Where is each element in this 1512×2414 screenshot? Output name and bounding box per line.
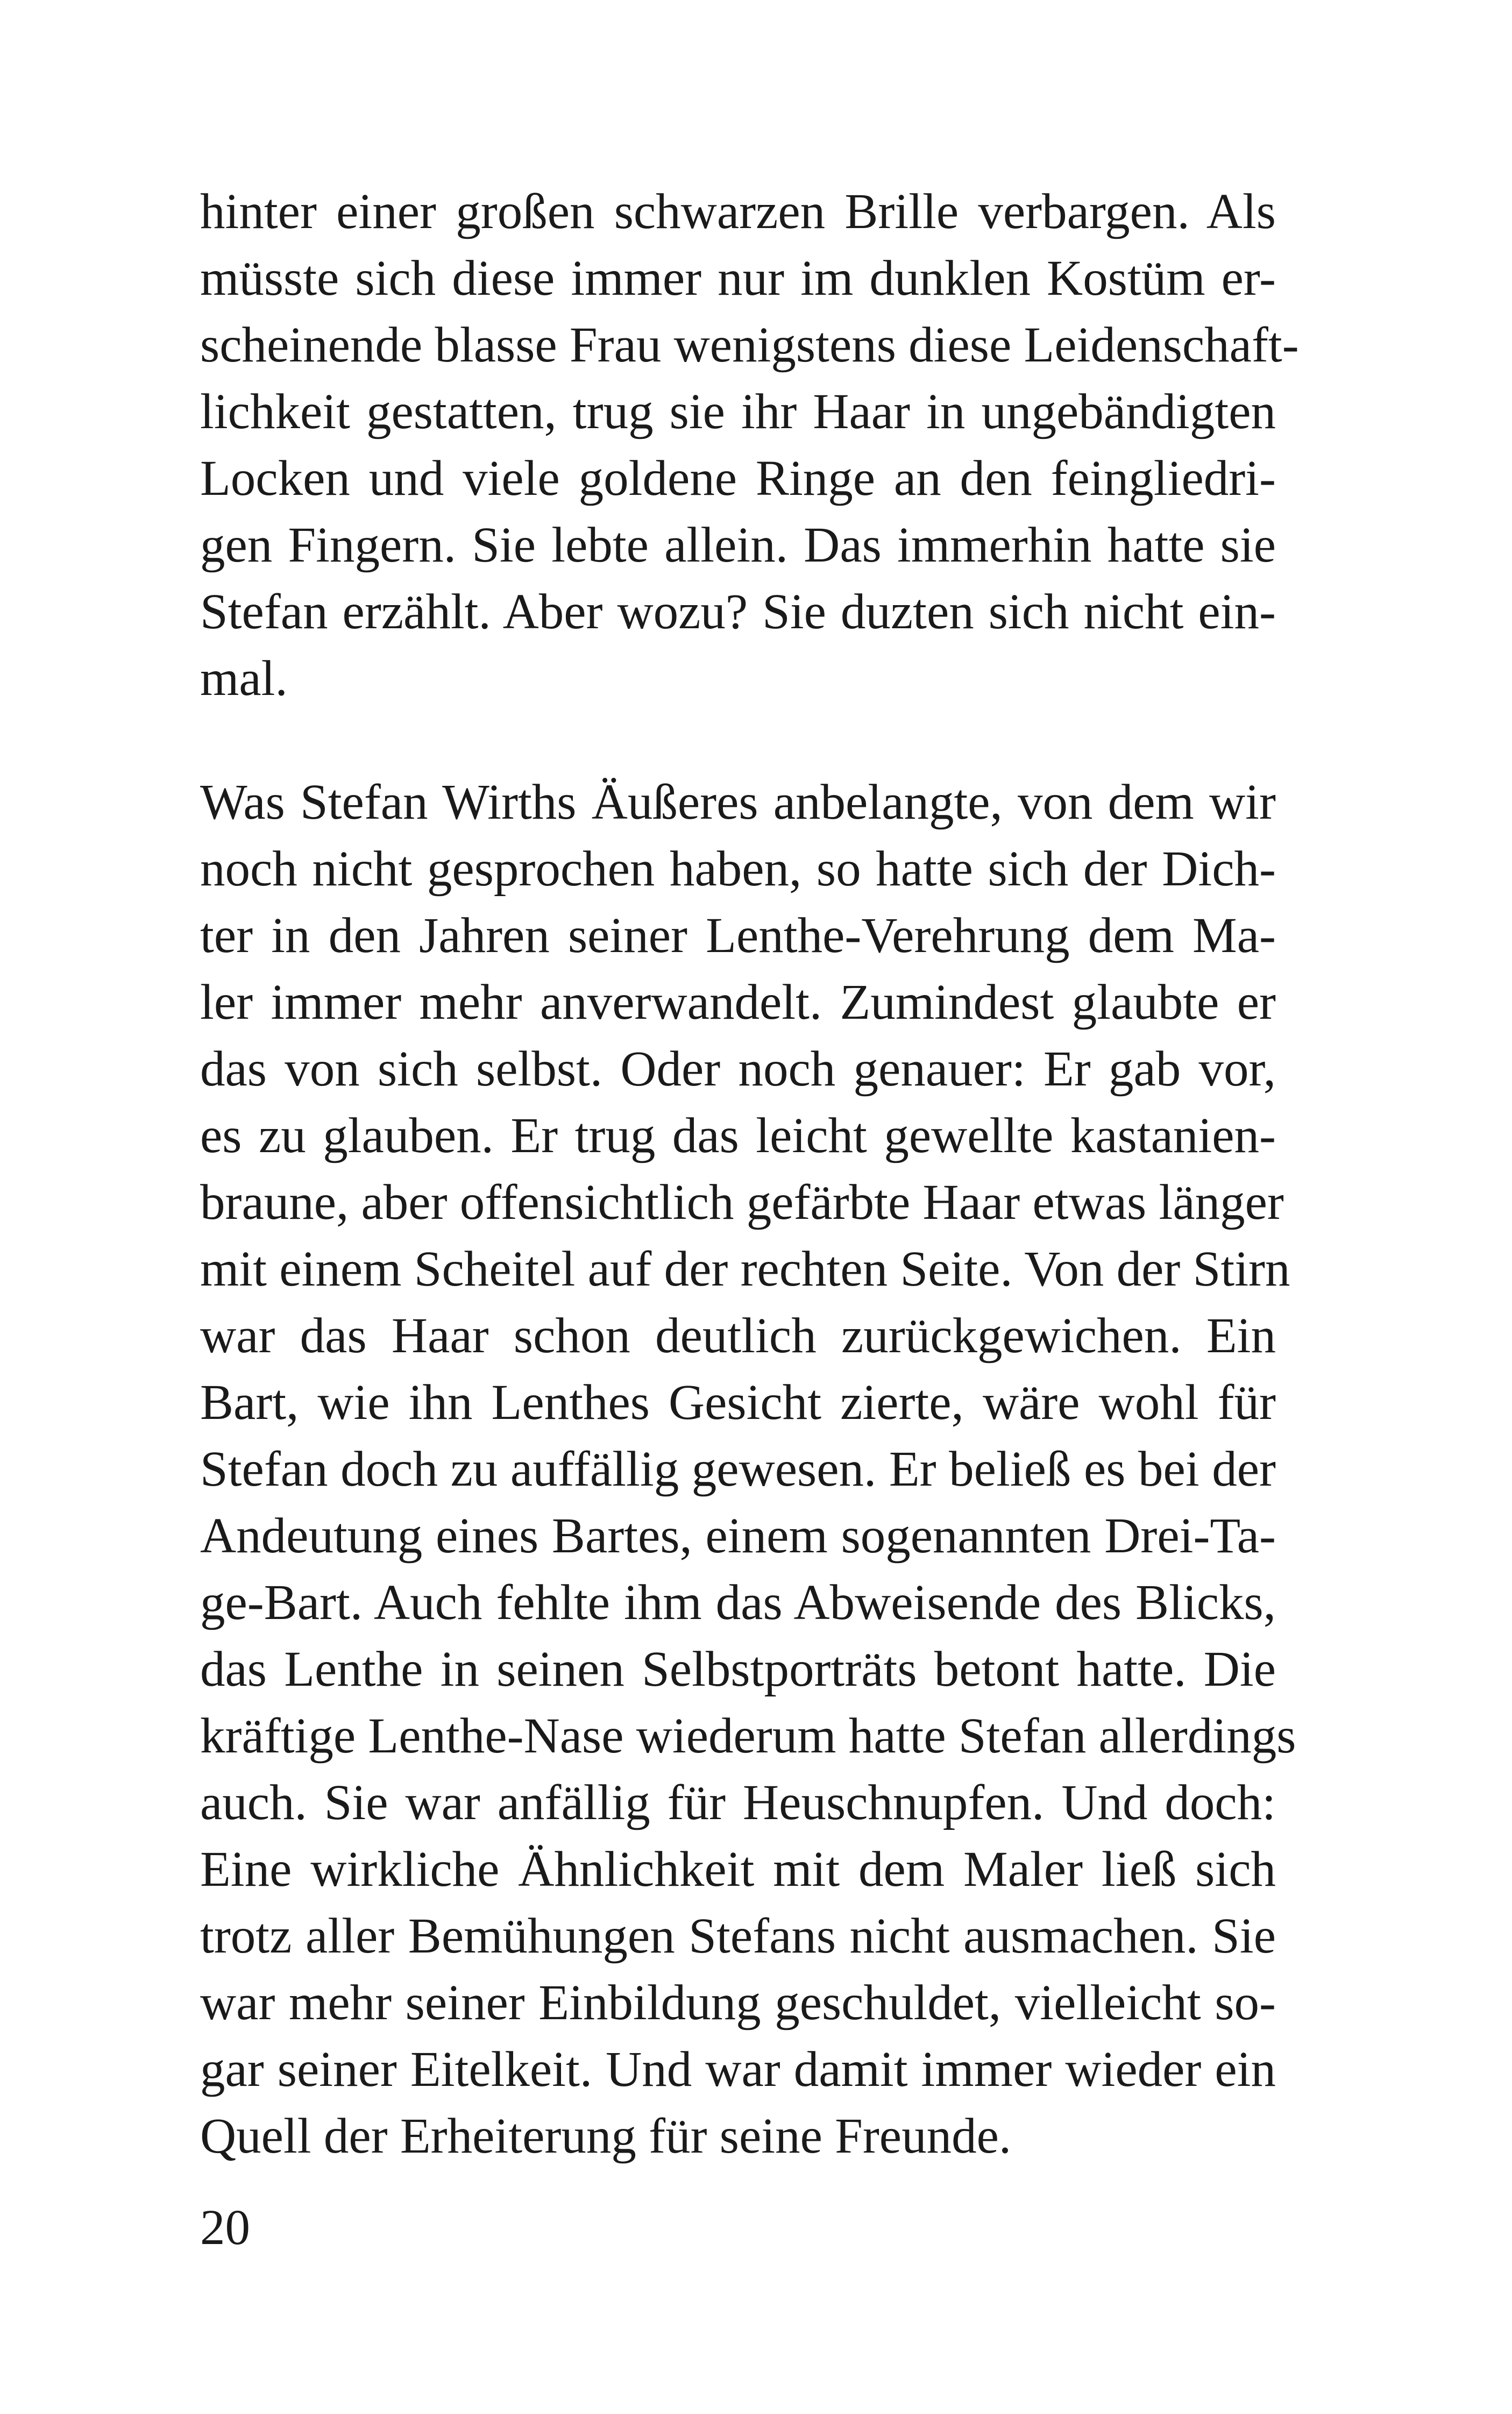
text-line: Quell der Erheiterung für seine Freunde. (200, 2108, 1012, 2164)
text-line: kräftige Lenthe-Nase wiederum hatte Stefan allerdings (200, 1708, 1296, 1764)
text-line: noch nicht gesprochen haben, so hatte sich der Dich- (200, 841, 1276, 897)
text-line: Andeutung eines Bartes, einem sogenannten Drei-Ta- (200, 1508, 1276, 1564)
text-line: es zu glauben. Er trug das leicht gewellte kastanien- (200, 1108, 1276, 1163)
text-line: müsste sich diese immer nur im dunklen Kostüm er- (200, 251, 1276, 306)
text-line: Stefan doch zu auffällig gewesen. Er beließ es bei der (200, 1442, 1276, 1497)
text-line: Eine wirkliche Ähnlichkeit mit dem Maler ließ sich (200, 1842, 1276, 1897)
text-line: auch. Sie war anfällig für Heuschnupfen. Und doch: (200, 1775, 1276, 1830)
text-line: war mehr seiner Einbildung geschuldet, vielleicht so- (200, 1975, 1276, 2030)
text-line: mit einem Scheitel auf der rechten Seite. Von der Stirn (200, 1241, 1290, 1297)
text-line: das Lenthe in seinen Selbstporträts betont hatte. Die (200, 1642, 1276, 1697)
paragraph-2 (200, 769, 1296, 2170)
page-number: 20 (200, 2200, 250, 2255)
text-line: Locken und viele goldene Ringe an den feingliedri- (200, 451, 1276, 506)
text-line: scheinende blasse Frau wenigstens diese Leidenschaft- (200, 317, 1299, 373)
text-line: Bart, wie ihn Lenthes Gesicht zierte, wäre wohl für (200, 1375, 1276, 1430)
text-line: Was Stefan Wirths Äußeres anbelangte, von dem wir (200, 775, 1276, 830)
text-line: ler immer mehr anverwandelt. Zumindest glaubte er (200, 975, 1276, 1030)
text-line: hinter einer großen schwarzen Brille verbargen. Als (200, 184, 1276, 239)
text-line: trotz aller Bemühungen Stefans nicht ausmachen. Sie (200, 1908, 1276, 1964)
text-line: braune, aber offensichtlich gefärbte Haar etwas länger (200, 1175, 1284, 1230)
text-line: lichkeit gestatten, trug sie ihr Haar in ungebändigten (200, 384, 1276, 439)
text-line: gen Fingern. Sie lebte allein. Das immerhin hatte sie (200, 517, 1276, 573)
text-line: das von sich selbst. Oder noch genauer: Er gab vor, (200, 1041, 1276, 1097)
text-line: ter in den Jahren seiner Lenthe-Verehrung dem Ma- (200, 908, 1276, 963)
paragraph-1 (200, 179, 1299, 712)
text-line: gar seiner Eitelkeit. Und war damit immer wieder ein (200, 2042, 1276, 2097)
text-line: war das Haar schon deutlich zurückgewichen. Ein (200, 1308, 1276, 1364)
text-line: Stefan erzählt. Aber wozu? Sie duzten sich nicht ein- (200, 584, 1276, 640)
text-line: ge-Bart. Auch fehlte ihm das Abweisende des Blicks, (200, 1575, 1276, 1630)
text-line: mal. (200, 651, 288, 706)
